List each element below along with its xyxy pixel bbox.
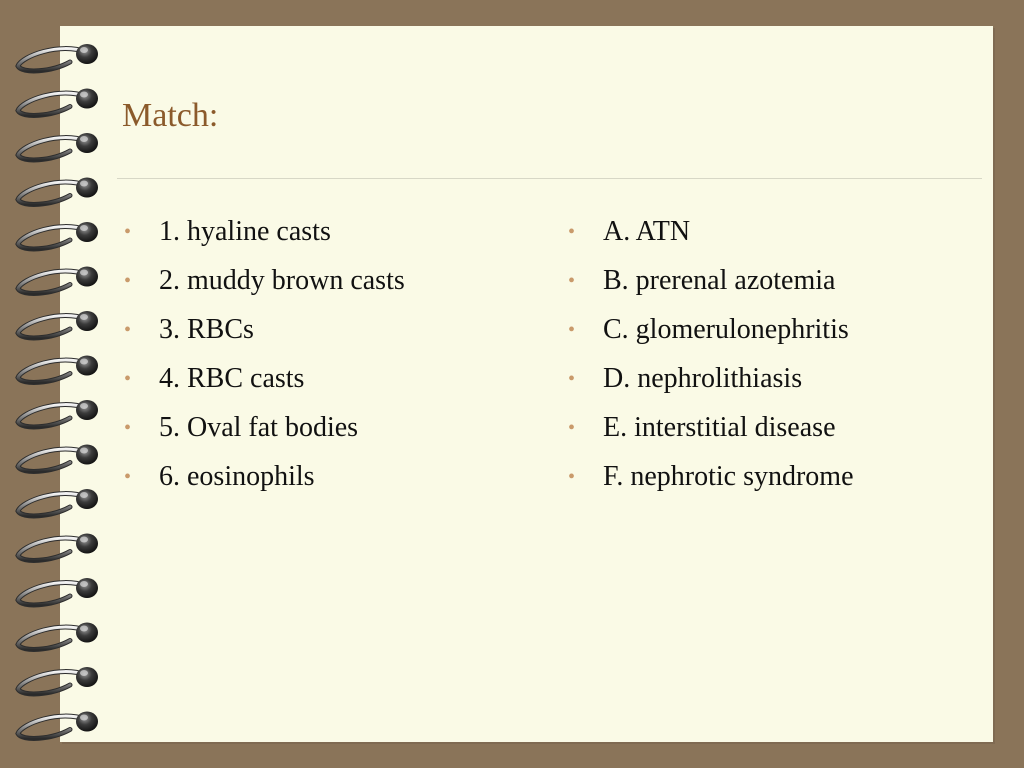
list-item-text: E. interstitial disease — [603, 412, 836, 443]
list-item — [124, 408, 405, 457]
list-item-text: F. nephrotic syndrome — [603, 461, 854, 492]
list-item-text: 5. Oval fat bodies — [159, 412, 359, 443]
spiral-ring-icon — [18, 400, 98, 427]
list-item — [568, 310, 854, 359]
list-item — [124, 212, 405, 261]
spiral-ring-icon — [18, 445, 98, 472]
list-item — [568, 457, 854, 506]
left-list — [124, 212, 405, 506]
spiral-ring-icon — [18, 623, 98, 650]
list-item-text: 2. muddy brown casts — [159, 265, 405, 296]
bullet-icon: • — [568, 270, 576, 292]
bullet-icon: • — [568, 466, 576, 488]
bullet-icon: • — [124, 466, 132, 488]
bullet-icon: • — [124, 221, 132, 243]
spiral-ring-icon — [18, 356, 98, 383]
bullet-icon: • — [568, 368, 576, 390]
list-item — [124, 359, 405, 408]
bullet-icon: • — [124, 270, 132, 292]
slide-title: Match: — [122, 97, 219, 134]
list-item — [568, 359, 854, 408]
spiral-ring-icon — [18, 222, 98, 249]
spiral-ring-icon — [18, 667, 98, 694]
list-item-text: 1. hyaline casts — [159, 216, 331, 247]
list-item — [568, 212, 854, 261]
list-item — [568, 261, 854, 310]
list-item — [124, 261, 405, 310]
bullet-icon: • — [124, 417, 132, 439]
list-item — [568, 408, 854, 457]
spiral-ring-icon — [18, 267, 98, 294]
spiral-ring-icon — [18, 712, 98, 739]
spiral-ring-icon — [18, 489, 98, 516]
list-item — [124, 310, 405, 359]
bullet-icon: • — [124, 319, 132, 341]
bullet-icon: • — [568, 417, 576, 439]
spiral-ring-icon — [18, 133, 98, 160]
bullet-icon: • — [568, 319, 576, 341]
list-item-text: D. nephrolithiasis — [603, 363, 803, 394]
title-divider — [117, 178, 982, 179]
right-list — [568, 212, 854, 506]
spiral-binding — [0, 0, 120, 768]
list-item-text: B. prerenal azotemia — [603, 265, 836, 296]
spiral-ring-icon — [18, 89, 98, 116]
bullet-icon: • — [124, 368, 132, 390]
list-item-text: A. ATN — [603, 216, 691, 247]
spiral-ring-icon — [18, 311, 98, 338]
list-item-text: C. glomerulonephritis — [603, 314, 849, 345]
notebook-page — [60, 26, 993, 742]
spiral-ring-icon — [18, 534, 98, 561]
list-item-text: 3. RBCs — [159, 314, 254, 345]
list-item — [124, 457, 405, 506]
list-item-text: 6. eosinophils — [159, 461, 315, 492]
spiral-ring-icon — [18, 44, 98, 71]
list-item-text: 4. RBC casts — [159, 363, 305, 394]
spiral-ring-icon — [18, 178, 98, 205]
spiral-ring-icon — [18, 578, 98, 605]
bullet-icon: • — [568, 221, 576, 243]
